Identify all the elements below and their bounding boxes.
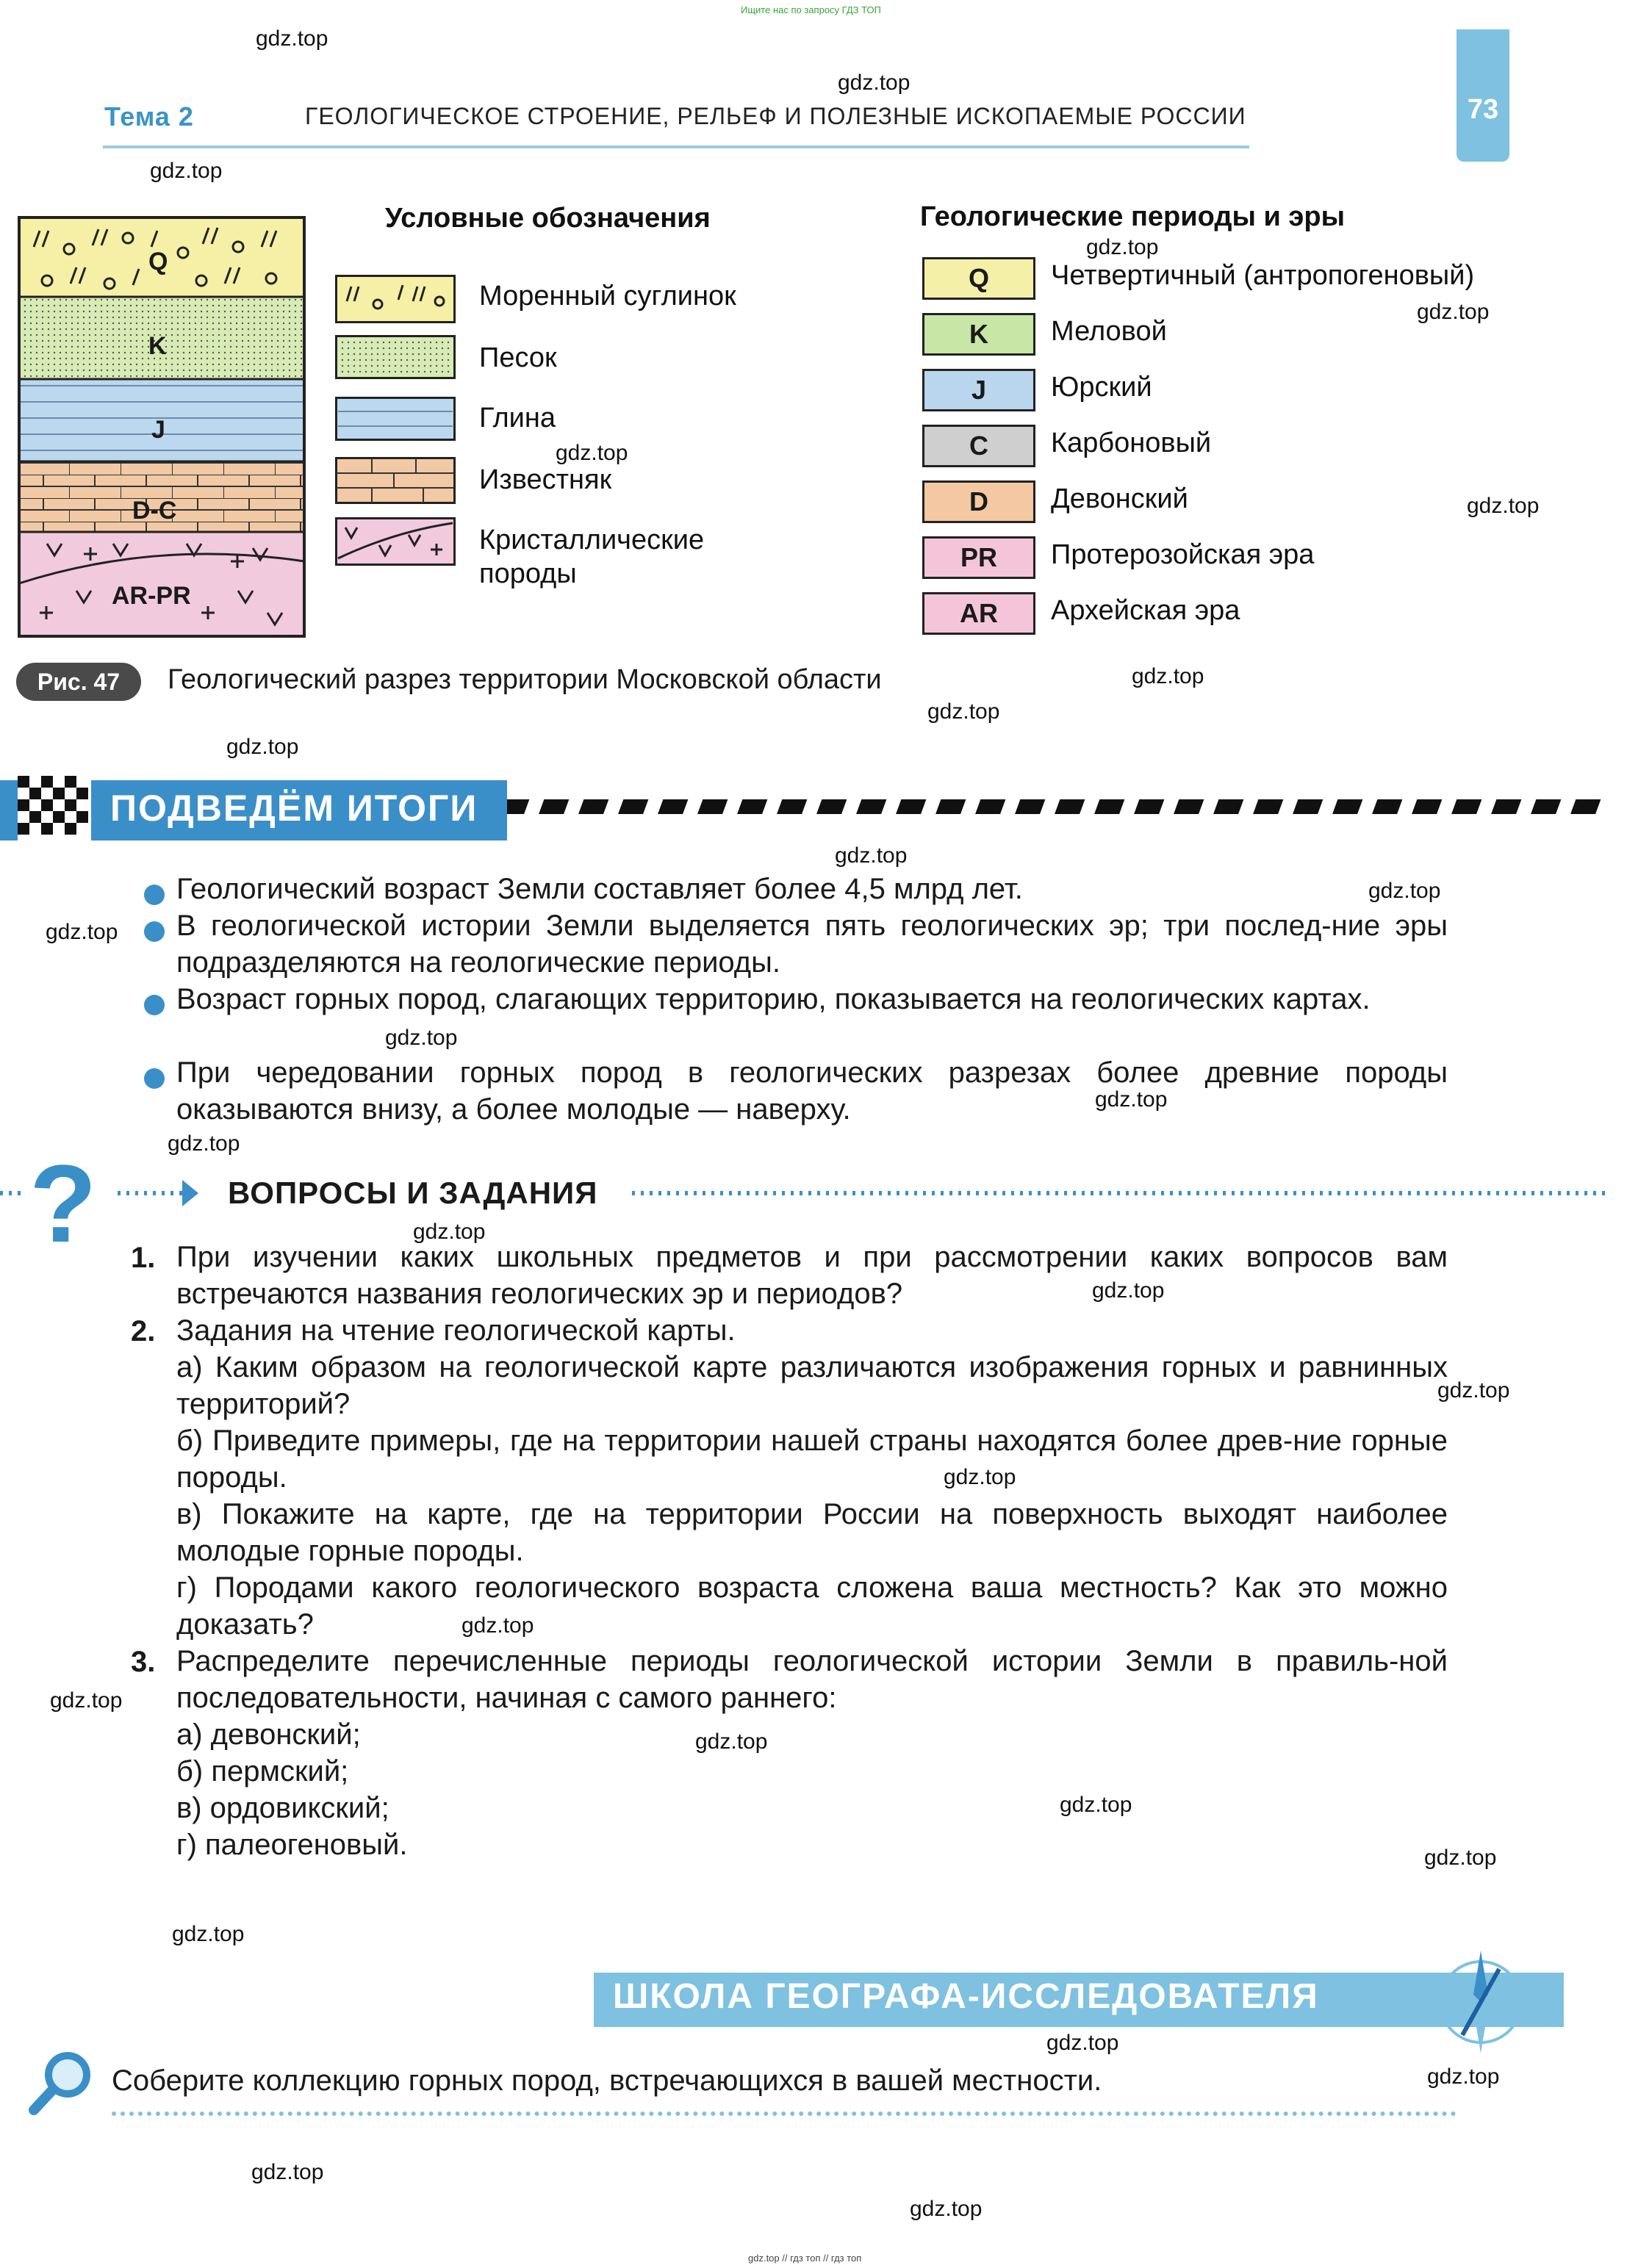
page-header-title: ГЕОЛОГИЧЕСКОЕ СТРОЕНИЕ, РЕЛЬЕФ И ПОЛЕЗНЫЕ ИСКОПАЕМЫЕ РОССИИ	[305, 103, 1246, 129]
watermark: gdz.top	[910, 2197, 983, 2221]
period-swatch-q: Q	[922, 257, 1035, 300]
watermark: gdz.top	[1467, 494, 1540, 518]
summary-bullet	[144, 885, 165, 905]
legend-sand: Песок	[479, 342, 557, 373]
period-name-c: Карбоновый	[1051, 428, 1212, 458]
legend-swatch-moraine	[335, 275, 456, 323]
period-swatch-j: J	[922, 369, 1035, 411]
period-swatch-d: D	[922, 480, 1035, 523]
legend-swatch-crystalline	[335, 517, 456, 566]
watermark: gdz.top	[46, 920, 118, 944]
watermark: gdz.top	[461, 1613, 534, 1638]
period-swatch-c: C	[922, 425, 1035, 467]
school-dotted-rule	[112, 2112, 1457, 2116]
summary-point-2: В геологической истории Земли выделяется пять геологических эр; три послед-ние эры подразделяются на геологические периоды.	[176, 910, 1448, 979]
topic-label: Тема 2	[104, 101, 194, 132]
column-label-arpr: AR-PR	[112, 582, 191, 610]
top-note: Ищите нас по запросу ГДЗ ТОП	[741, 4, 881, 15]
question-2b: б) Приведите примеры, где на территории нашей страны находятся более древ-ние горные породы.	[176, 1425, 1448, 1494]
question-3a: а) девонский;	[176, 1718, 361, 1751]
watermark: gdz.top	[835, 843, 908, 868]
legend-swatch-limestone	[335, 457, 456, 504]
period-name-pr: Протерозойская эра	[1051, 539, 1315, 570]
school-task: Соберите коллекцию горных пород, встречающихся в вашей местности.	[112, 2064, 1102, 2097]
legend-clay: Глина	[479, 403, 556, 433]
watermark: gdz.top	[695, 1729, 768, 1754]
watermark: gdz.top	[1437, 1378, 1510, 1403]
question-2d: г) Породами какого геологического возраста сложена ваша местность? Как это можно доказать?	[176, 1572, 1448, 1641]
legend-title: Условные обозначения	[385, 203, 711, 234]
figure-caption: Геологический разрез территории Московской области	[168, 664, 882, 695]
question-2-number: 2.	[131, 1315, 156, 1347]
summary-bullet	[144, 1068, 165, 1089]
watermark: gdz.top	[413, 1220, 486, 1244]
header-rule	[103, 145, 1249, 148]
watermark: gdz.top	[1092, 1278, 1165, 1303]
questions-title: ВОПРОСЫ И ЗАДАНИЯ	[228, 1176, 598, 1210]
watermark: gdz.top	[1417, 300, 1490, 324]
magnifier-icon	[26, 2048, 97, 2119]
question-3c: в) ордовикский;	[176, 1792, 389, 1824]
watermark: gdz.top	[1046, 2031, 1119, 2055]
legend-crystalline: Кристаллические	[479, 525, 705, 555]
summary-title: ПОДВЕДЁМ ИТОГИ	[110, 788, 478, 829]
watermark: gdz.top	[556, 441, 628, 465]
column-label-dc: D-C	[132, 497, 177, 525]
summary-bullet	[144, 995, 165, 1015]
page-number: 73	[1467, 94, 1499, 125]
watermark: gdz.top	[1368, 879, 1441, 903]
checkered-flag-icon	[18, 776, 91, 842]
legend-moraine: Моренный суглинок	[479, 281, 736, 312]
watermark: gdz.top	[1086, 235, 1159, 259]
watermark: gdz.top	[944, 1465, 1016, 1489]
period-name-j: Юрский	[1051, 372, 1152, 403]
column-label-k: K	[148, 332, 167, 360]
question-3d: г) палеогеновый.	[176, 1829, 408, 1861]
watermark: gdz.top	[1424, 1846, 1497, 1870]
compass-icon	[1426, 1947, 1536, 2057]
legend-swatch-clay	[335, 397, 456, 441]
watermark: gdz.top	[385, 1026, 458, 1050]
summary-point-1: Геологический возраст Земли составляет более 4,5 млрд лет.	[176, 873, 1023, 905]
period-swatch-k: K	[922, 313, 1035, 356]
figure-badge: Рис. 47	[16, 663, 141, 701]
question-3-number: 3.	[131, 1646, 156, 1678]
summary-bullet	[144, 921, 165, 942]
watermark: gdz.top	[168, 1131, 240, 1156]
legend-swatch-sand	[335, 335, 456, 379]
question-1-number: 1.	[131, 1242, 156, 1274]
question-3: Распределите перечисленные периоды геологической истории Земли в правиль-ной последовательности, начиная с самого раннего:	[176, 1645, 1448, 1714]
watermark: gdz.top	[1132, 664, 1204, 688]
column-label-q: Q	[148, 248, 168, 276]
watermark: gdz.top	[1060, 1793, 1132, 1817]
period-name-q: Четвертичный (антропогеновый)	[1051, 260, 1475, 291]
periods-title: Геологические периоды и эры	[920, 201, 1346, 232]
watermark: gdz.top	[256, 26, 328, 51]
watermark: gdz.top	[838, 71, 911, 95]
question-2c: в) Покажите на карте, где на территории России на поверхность выходят наиболее молодые горные породы.	[176, 1498, 1448, 1567]
period-swatch-pr: PR	[922, 536, 1035, 579]
watermark: gdz.top	[150, 159, 223, 183]
watermark: gdz.top	[251, 2160, 324, 2184]
question-mark-icon: ?	[29, 1161, 97, 1249]
watermark: gdz.top	[1427, 2064, 1500, 2089]
column-label-j: J	[151, 416, 165, 444]
period-name-d: Девонский	[1051, 483, 1188, 514]
question-3b: б) пермский;	[176, 1755, 349, 1788]
question-2: Задания на чтение геологической карты.	[176, 1314, 736, 1347]
dashed-rule	[507, 792, 1609, 821]
legend-rocks: породы	[479, 558, 577, 589]
watermark: gdz.top	[50, 1688, 123, 1713]
watermark: gdz.top	[172, 1922, 245, 1946]
summary-point-4: При чередовании горных пород в геологических разрезах более древние породы оказываются внизу, а более молодые — наверху.	[176, 1056, 1448, 1126]
watermark: gdz.top	[226, 735, 299, 759]
question-1: При изучении каких школьных предметов и при рассмотрении каких вопросов вам встречаются названия геологических эр и периодов?	[176, 1241, 1448, 1310]
legend-limestone: Известняк	[479, 464, 612, 495]
period-name-ar: Архейская эра	[1051, 595, 1240, 626]
period-swatch-ar: AR	[922, 592, 1035, 635]
question-2a: а) Каким образом на геологической карте различаются изображения горных и равнинных территорий?	[176, 1351, 1448, 1420]
summary-point-3: Возраст горных пород, слагающих территорию, показывается на геологических картах.	[176, 983, 1371, 1015]
watermark: gdz.top	[1095, 1087, 1168, 1112]
school-title: ШКОЛА ГЕОГРАФА-ИССЛЕДОВАТЕЛЯ	[613, 1977, 1319, 2016]
bottom-note: gdz.top // гдз топ // гдз топ	[748, 2253, 862, 2264]
watermark: gdz.top	[927, 699, 1000, 724]
period-name-k: Меловой	[1051, 316, 1167, 347]
